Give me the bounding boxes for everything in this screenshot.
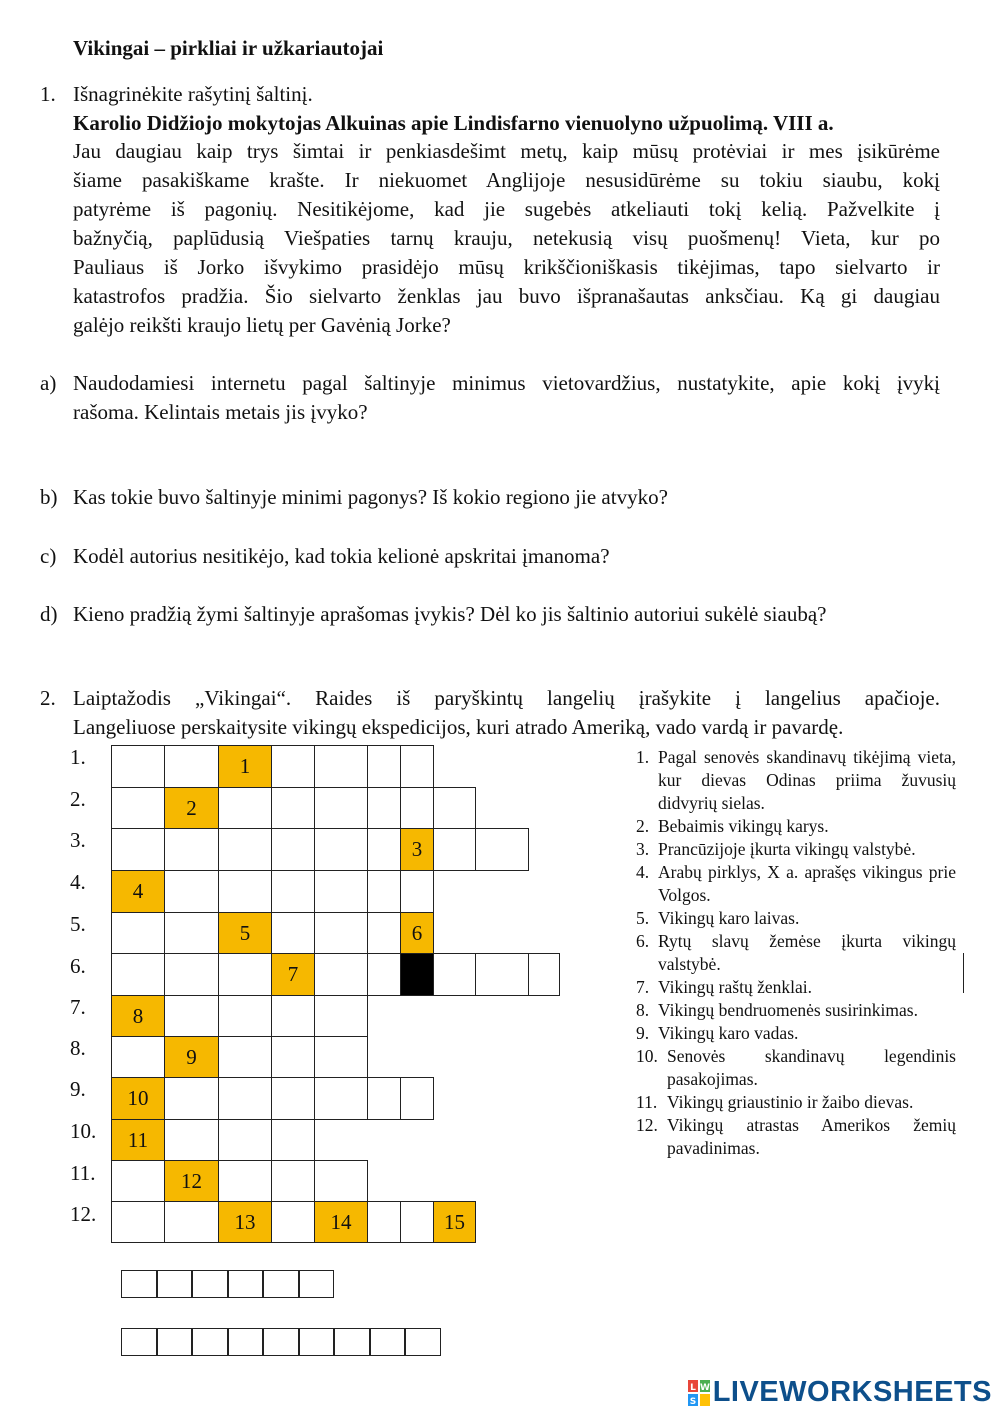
- source-text: [73, 137, 940, 340]
- highlight-cell[interactable]: 3: [400, 828, 434, 871]
- row-number: 3.: [70, 828, 86, 852]
- crossword-cell[interactable]: [400, 787, 434, 829]
- crossword-cell[interactable]: [271, 1119, 315, 1161]
- crossword-cell[interactable]: [218, 787, 272, 829]
- clue-number: 7.: [636, 977, 650, 997]
- question-d-label: d): [40, 602, 58, 626]
- clue-number: 3.: [636, 839, 650, 859]
- clue-text: Vikingų raštų ženklai.: [658, 977, 812, 997]
- clue-text: Pagal senovės skandinavų tikėjimą vieta, kur dievas Odinas priima žuvusių didvyrių sielas.: [658, 747, 956, 813]
- highlight-cell[interactable]: 12: [164, 1160, 219, 1202]
- clue-text: Prancūzijoje įkurta vikingų valstybė.: [658, 839, 916, 859]
- source-line: Pauliaus iš Jorko išvykimo prasidėjo mūsų krikščioniškasis tikėjimas, tapo sielvarto ir: [73, 255, 940, 279]
- crossword-cell[interactable]: [475, 828, 529, 871]
- clue-number: 9.: [636, 1023, 650, 1043]
- crossword-cell[interactable]: [111, 828, 165, 871]
- crossword-cell[interactable]: [164, 995, 219, 1037]
- answer-box[interactable]: [192, 1328, 228, 1356]
- answer-box[interactable]: [121, 1328, 157, 1356]
- clue-number: 8.: [636, 1000, 650, 1020]
- crossword-cell[interactable]: [218, 1119, 272, 1161]
- crossword-cell[interactable]: [271, 995, 315, 1037]
- liveworksheets-text: LIVEWORKSHEETS: [712, 1376, 992, 1408]
- crossword-cell[interactable]: [218, 828, 272, 871]
- crossword-cell[interactable]: [433, 787, 476, 829]
- answer-box[interactable]: [157, 1328, 193, 1356]
- crossword-cell[interactable]: [433, 828, 476, 871]
- row-number: 1.: [70, 745, 86, 769]
- crossword-cell[interactable]: [367, 870, 401, 913]
- clue-number: 12.: [636, 1115, 658, 1135]
- source-line: šiame pasakiškame krašte. Ir niekuomet Anglijoje nesusidūrėme su tokiu siaubu, kokį: [73, 168, 940, 192]
- crossword-cell[interactable]: [367, 912, 401, 954]
- clue-text: Vikingų karo vadas.: [658, 1023, 799, 1043]
- crossword-cell[interactable]: [400, 745, 434, 788]
- clue-item: [636, 1091, 956, 1114]
- clue-item: [636, 930, 956, 976]
- crossword-cell[interactable]: [367, 787, 401, 829]
- crossword-cell[interactable]: [164, 828, 219, 871]
- clues-list: [636, 746, 956, 1160]
- worksheet-title: Vikingai – pirkliai ir užkariautojai: [73, 36, 384, 60]
- liveworksheets-logo-icon: [687, 1379, 713, 1407]
- question-d: Kieno pradžią žymi šaltinyje aprašomas įvykis? Dėl ko jis šaltinio autoriui sukėlė siaubą?: [73, 602, 827, 626]
- clue-number: 1.: [636, 747, 650, 767]
- crossword-cell[interactable]: [314, 828, 368, 871]
- crossword-cell[interactable]: [271, 1201, 315, 1243]
- highlight-cell[interactable]: 1: [218, 745, 272, 788]
- crossword-cell[interactable]: [400, 1077, 434, 1120]
- crossword-cell[interactable]: [271, 870, 315, 913]
- divider: [963, 953, 964, 993]
- highlight-cell[interactable]: 7: [271, 953, 315, 996]
- crossword-cell[interactable]: [111, 745, 165, 788]
- crossword-cell[interactable]: [271, 1160, 315, 1202]
- question-line: rašoma. Kelintais metais jis įvyko?: [73, 400, 368, 424]
- row-number: 2.: [70, 787, 86, 811]
- logo-letter-l: L: [689, 1382, 696, 1393]
- task2-number: 2.: [40, 686, 56, 710]
- clue-item: [636, 1022, 956, 1045]
- crossword-cell[interactable]: [164, 912, 219, 954]
- question-a-label: a): [40, 371, 57, 395]
- answer-box[interactable]: [299, 1270, 335, 1298]
- crossword-cell[interactable]: [111, 953, 165, 996]
- clue-number: 2.: [636, 816, 650, 836]
- clue-item: [636, 1045, 956, 1091]
- clue-item: [636, 861, 956, 907]
- clue-text: Vikingų griaustinio ir žaibo dievas.: [667, 1092, 914, 1112]
- clue-text: Vikingų bendruomenės susirinkimas.: [658, 1000, 918, 1020]
- logo-letter-s: S: [689, 1396, 696, 1407]
- crossword-cell[interactable]: [367, 828, 401, 871]
- crossword-cell[interactable]: [271, 828, 315, 871]
- clue-item: [636, 907, 956, 930]
- answer-box[interactable]: [334, 1328, 370, 1356]
- row-number: 7.: [70, 995, 86, 1019]
- source-line: galėjo reikšti kraujo lietų per Gavėnią Jorke?: [73, 313, 451, 337]
- clue-item: [636, 746, 956, 815]
- crossword-cell[interactable]: [528, 953, 560, 996]
- clue-number: 11.: [636, 1092, 658, 1112]
- highlight-cell[interactable]: 9: [164, 1036, 219, 1078]
- highlight-cell[interactable]: 2: [164, 787, 219, 829]
- crossword-cell[interactable]: [164, 953, 219, 996]
- crossword-cell[interactable]: [367, 1201, 401, 1243]
- crossword-cell[interactable]: [314, 1077, 368, 1120]
- clue-item: [636, 976, 956, 999]
- source-title: Karolio Didžiojo mokytojas Alkuinas apie Lindisfarno vienuolyno užpuolimą. VIII a.: [73, 111, 834, 135]
- crossword-cell[interactable]: [475, 953, 529, 996]
- crossword-cell[interactable]: [271, 787, 315, 829]
- highlight-cell[interactable]: 5: [218, 912, 272, 954]
- answer-box[interactable]: [299, 1328, 335, 1356]
- crossword-cell[interactable]: [367, 745, 401, 788]
- crossword-cell[interactable]: [111, 912, 165, 954]
- crossword-cell[interactable]: [218, 953, 272, 996]
- clue-text: Vikingų atrastas Amerikos žemių pavadinimas.: [667, 1115, 956, 1158]
- clue-item: [636, 1114, 956, 1160]
- crossword-cell[interactable]: [271, 1036, 315, 1078]
- question-b: Kas tokie buvo šaltinyje minimi pagonys? Iš kokio regiono jie atvyko?: [73, 485, 668, 509]
- clue-number: 10.: [636, 1046, 658, 1066]
- question-line: Naudodamiesi internetu pagal šaltinyje minimus vietovardžius, nustatykite, apie kokį įvykį: [73, 371, 940, 395]
- answer-box[interactable]: [370, 1328, 406, 1356]
- crossword-cell[interactable]: [164, 870, 219, 913]
- question-b-label: b): [40, 485, 58, 509]
- clue-text: Senovės skandinavų legendinis pasakojimas.: [667, 1046, 956, 1089]
- clue-number: 5.: [636, 908, 650, 928]
- highlight-cell[interactable]: 10: [111, 1077, 165, 1120]
- highlight-cell[interactable]: 8: [111, 995, 165, 1037]
- row-number: 4.: [70, 870, 86, 894]
- clue-text: Arabų pirklys, X a. aprašęs vikingus prie Volgos.: [658, 862, 956, 905]
- crossword-cell[interactable]: [218, 1077, 272, 1120]
- crossword-cell[interactable]: [400, 870, 434, 913]
- crossword-cell[interactable]: [111, 787, 165, 829]
- crossword-cell[interactable]: [271, 1077, 315, 1120]
- row-number: 6.: [70, 954, 86, 978]
- crossword-cell[interactable]: [271, 745, 315, 788]
- question-a: [73, 369, 940, 427]
- highlight-cell[interactable]: 11: [111, 1119, 165, 1161]
- row-number: 11.: [70, 1161, 96, 1185]
- source-line: katastrofos pradžia. Šio sielvarto ženklas jau buvo išpranašautas anksčiau. Ką gi daugiau: [73, 284, 940, 308]
- crossword-cell[interactable]: [314, 1160, 368, 1202]
- crossword-cell[interactable]: [111, 1160, 165, 1202]
- clue-item: [636, 815, 956, 838]
- answer-box[interactable]: [157, 1270, 193, 1298]
- crossword-cell[interactable]: [164, 1201, 219, 1243]
- row-number: 5.: [70, 912, 86, 936]
- crossword-cell[interactable]: [400, 1201, 434, 1243]
- crossword-cell[interactable]: [218, 995, 272, 1037]
- crossword-cell[interactable]: [111, 1036, 165, 1078]
- question-c-label: c): [40, 544, 57, 568]
- crossword-cell[interactable]: [367, 953, 401, 996]
- crossword-cell[interactable]: [111, 1201, 165, 1243]
- crossword-cell[interactable]: [314, 787, 368, 829]
- clue-item: [636, 999, 956, 1022]
- answer-box[interactable]: [263, 1328, 299, 1356]
- answer-box[interactable]: [228, 1270, 264, 1298]
- clue-number: 4.: [636, 862, 650, 882]
- row-number: 12.: [70, 1202, 97, 1226]
- highlight-cell[interactable]: 15: [433, 1201, 476, 1243]
- crossword-cell[interactable]: [218, 1036, 272, 1078]
- highlight-cell[interactable]: 13: [218, 1201, 272, 1243]
- crossword-cell[interactable]: [433, 953, 476, 996]
- source-line: Jau daugiau kaip trys šimtai ir penkiasdešimt metų, kaip mūsų protėviai ir mes įsikūrėme: [73, 139, 940, 163]
- clue-text: Bebaimis vikingų karys.: [658, 816, 829, 836]
- answer-box[interactable]: [192, 1270, 228, 1298]
- crossword-cell[interactable]: [314, 1036, 368, 1078]
- row-number: 8.: [70, 1036, 86, 1060]
- clue-text: Vikingų karo laivas.: [658, 908, 800, 928]
- task1-intro: Išnagrinėkite rašytinį šaltinį.: [73, 82, 313, 106]
- logo-letter-w: W: [699, 1382, 710, 1393]
- crossword-cell[interactable]: [218, 870, 272, 913]
- crossword-cell[interactable]: [367, 1077, 401, 1120]
- clue-item: [636, 838, 956, 861]
- blocked-cell: [400, 953, 434, 996]
- task2-line: Langeliuose perskaitysite vikingų ekspedicijos, kuri atrado Ameriką, vado vardą ir pavardę.: [73, 715, 844, 739]
- task2-instructions: [73, 684, 940, 742]
- clue-text: Rytų slavų žemėse įkurta vikingų valstybė.: [658, 931, 956, 974]
- crossword-cell[interactable]: [271, 912, 315, 954]
- crossword-cell[interactable]: [218, 1160, 272, 1202]
- task2-line: Laiptažodis „Vikingai“. Raides iš paryškintų langelių įrašykite į langelius apačioje.: [73, 686, 940, 710]
- source-line: patyrėme iš pagonių. Nesitikėjome, kad jie sugebės atkeliauti tokį kelią. Pažvelkite į: [73, 197, 940, 221]
- highlight-cell[interactable]: 4: [111, 870, 165, 913]
- answer-box[interactable]: [121, 1270, 157, 1298]
- crossword-cell[interactable]: [314, 912, 368, 954]
- liveworksheets-logo: [687, 1376, 992, 1409]
- crossword-cell[interactable]: [314, 953, 368, 996]
- crossword-cell[interactable]: [164, 745, 219, 788]
- row-number: 9.: [70, 1077, 86, 1101]
- answer-box[interactable]: [263, 1270, 299, 1298]
- row-number: 10.: [70, 1119, 97, 1143]
- source-line: bažnyčią, paplūdusią Viešpaties tarnų krauju, netekusią visų puošmenų! Vieta, kur po: [73, 226, 940, 250]
- task1-number: 1.: [40, 82, 56, 106]
- crossword-cell[interactable]: [314, 870, 368, 913]
- highlight-cell[interactable]: 14: [314, 1201, 368, 1243]
- crossword-cell[interactable]: [314, 995, 368, 1037]
- answer-box[interactable]: [405, 1328, 441, 1356]
- highlight-cell[interactable]: 6: [400, 912, 434, 954]
- question-c: Kodėl autorius nesitikėjo, kad tokia kelionė apskritai įmanoma?: [73, 544, 610, 568]
- clue-number: 6.: [636, 931, 650, 951]
- crossword-cell[interactable]: [164, 1119, 219, 1161]
- crossword-cell[interactable]: [164, 1077, 219, 1120]
- crossword-cell[interactable]: [314, 745, 368, 788]
- answer-box[interactable]: [228, 1328, 264, 1356]
